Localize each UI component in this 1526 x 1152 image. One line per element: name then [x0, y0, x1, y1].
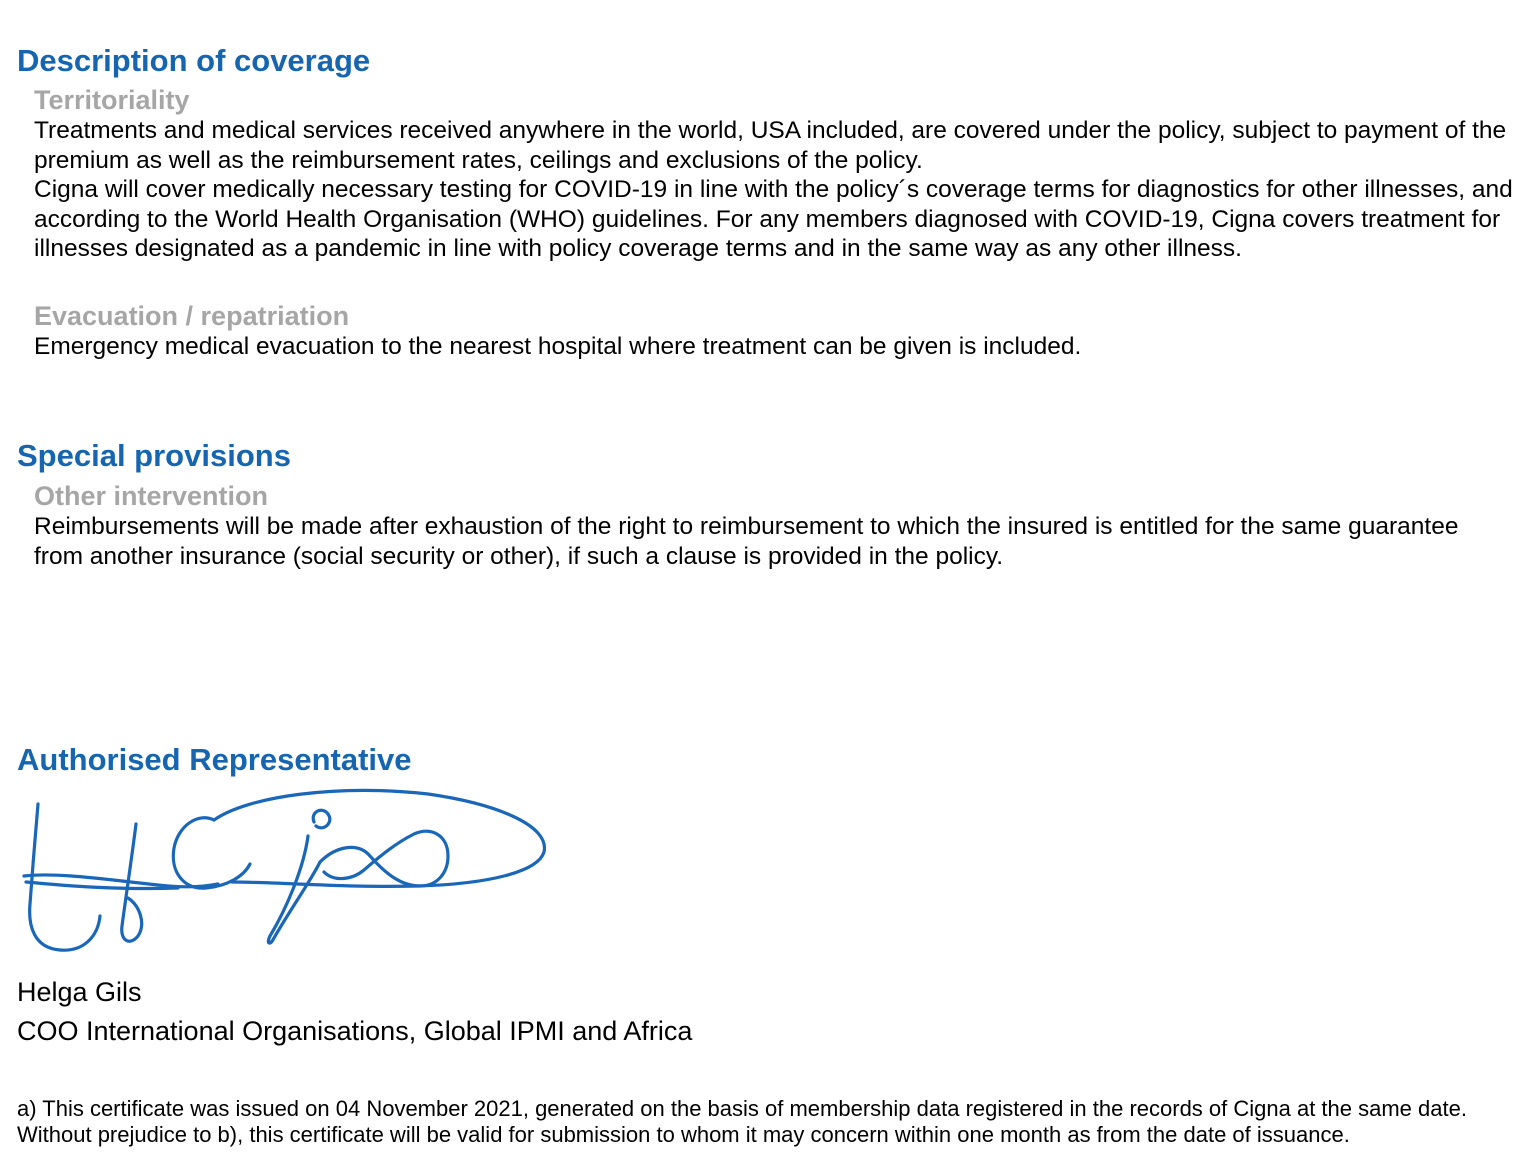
- territoriality-paragraph-2: Cigna will cover medically necessary testing for COVID-19 in line with the policy´s coverage terms for diagnostics for other illnesses, and according to the World Health Organisation (WHO) guidelines. For any members diagnosed with COVID-19, Cigna covers treatment for illnesses designated as a pandemic in line with policy coverage terms and in the same way as any other illness.: [34, 176, 1513, 263]
- signature-image: [18, 786, 558, 958]
- territoriality-heading: Territoriality: [34, 85, 190, 115]
- other-intervention-text: [34, 512, 1514, 571]
- coverage-title: Description of coverage: [17, 43, 371, 78]
- signer-position: COO International Organisations, Global IPMI and Africa: [17, 1016, 693, 1046]
- special-provisions-title: Special provisions: [17, 438, 291, 473]
- authorised-representative-title: Authorised Representative: [17, 742, 412, 777]
- issuance-footnote: a) This certificate was issued on 04 November 2021, generated on the basis of membership data registered in the records of Cigna at the same date. Without prejudice to b), this certificate will be valid for submission to whom it may concern within one month as from the date of issuance.: [17, 1096, 1467, 1147]
- other-intervention-heading: Other intervention: [34, 481, 269, 511]
- evacuation-text: [34, 332, 1514, 362]
- other-intervention-paragraph: Reimbursements will be made after exhaustion of the right to reimbursement to which the insured is entitled for the same guarantee from another insurance (social security or other), if such a clause is provided in the policy.: [34, 513, 1459, 570]
- signature-strokes: [24, 790, 544, 950]
- territoriality-text: [34, 116, 1514, 264]
- territoriality-paragraph-1: Treatments and medical services received anywhere in the world, USA included, are covered under the policy, subject to payment of the premium as well as the reimbursement rates, ceilings and exclusions of the policy.: [34, 117, 1507, 174]
- signer-name: Helga Gils: [17, 977, 142, 1007]
- evacuation-paragraph: Emergency medical evacuation to the nearest hospital where treatment can be given is included.: [34, 333, 1082, 360]
- evacuation-heading: Evacuation / repatriation: [34, 301, 350, 331]
